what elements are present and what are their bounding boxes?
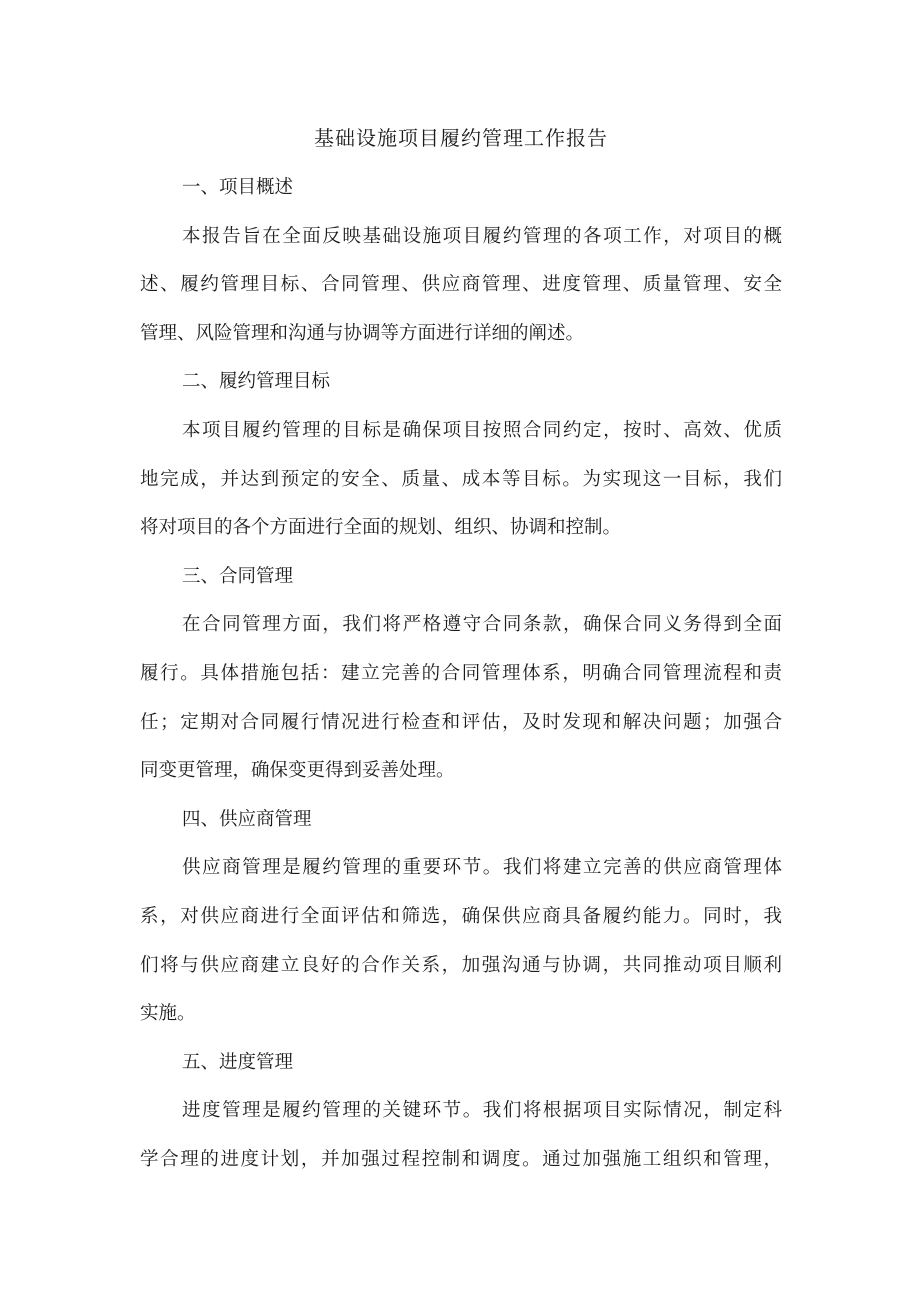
paragraph-line: 系，对供应商进行全面评估和筛选，确保供应商具备履约能力。同时，我 — [140, 905, 782, 927]
paragraph-line: 任；定期对合同履行情况进行检查和评估，及时发现和解决问题；加强合 — [140, 711, 782, 733]
paragraph-line: 履行。具体措施包括：建立完善的合同管理体系，明确合同管理流程和责 — [140, 662, 782, 684]
paragraph-line: 管理、风险管理和沟通与协调等方面进行详细的阐述。 — [140, 322, 585, 344]
paragraph-line: 同变更管理，确保变更得到妥善处理。 — [140, 760, 455, 782]
paragraph-line: 在合同管理方面，我们将严格遵守合同条款，确保合同义务得到全面 — [182, 614, 782, 636]
section-heading: 三、合同管理 — [182, 565, 294, 587]
document-body — [140, 164, 782, 1184]
paragraph-line: 本项目履约管理的目标是确保项目按照合同约定，按时、高效、优质 — [182, 419, 782, 441]
section-heading: 四、供应商管理 — [182, 808, 312, 830]
paragraph-line: 供应商管理是履约管理的重要环节。我们将建立完善的供应商管理体 — [182, 857, 782, 879]
paragraph-line: 将对项目的各个方面进行全面的规划、组织、协调和控制。 — [140, 517, 622, 539]
document-title: 基础设施项目履约管理工作报告 — [314, 126, 608, 150]
section-heading: 一、项目概述 — [182, 177, 294, 198]
paragraph-line: 述、履约管理目标、合同管理、供应商管理、进度管理、质量管理、安全 — [140, 274, 782, 296]
paragraph-line: 实施。 — [140, 1003, 196, 1025]
section-heading: 二、履约管理目标 — [182, 371, 331, 393]
paragraph-line: 们将与供应商建立良好的合作关系，加强沟通与协调，共同推动项目顺利 — [140, 954, 782, 976]
document-page — [140, 112, 782, 1184]
section-heading: 五、进度管理 — [182, 1051, 294, 1073]
paragraph-line: 进度管理是履约管理的关键环节。我们将根据项目实际情况，制定科 — [182, 1100, 782, 1122]
paragraph-line: 本报告旨在全面反映基础设施项目履约管理的各项工作，对项目的概 — [182, 225, 782, 247]
paragraph-line: 学合理的进度计划，并加强过程控制和调度。通过加强施工组织和管理， — [140, 1148, 782, 1170]
paragraph-line: 地完成，并达到预定的安全、质量、成本等目标。为实现这一目标，我们 — [140, 468, 782, 490]
